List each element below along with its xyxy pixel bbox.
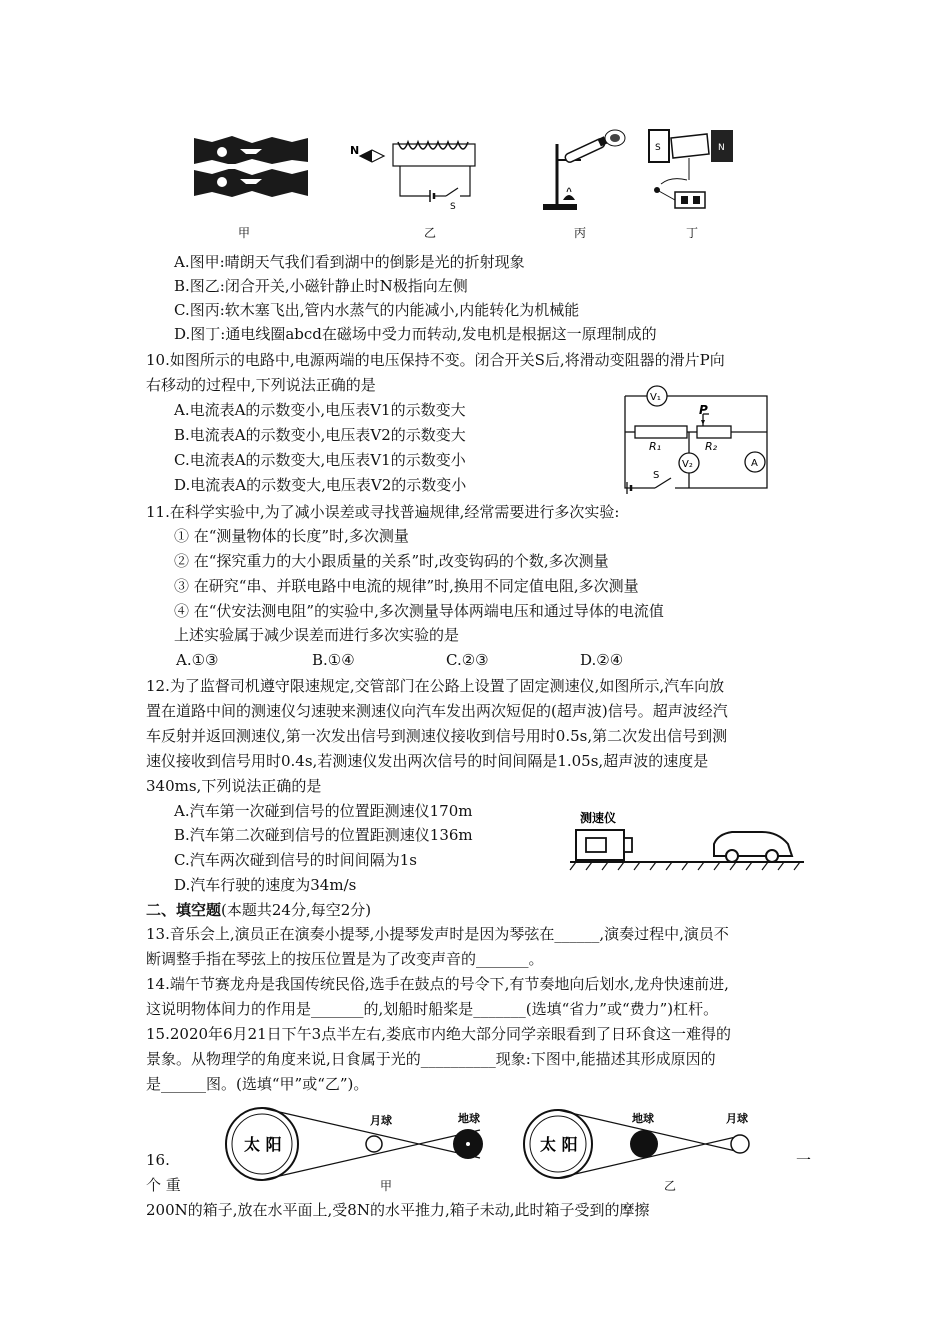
q16-prefix: 个 重 xyxy=(146,1176,181,1194)
figure-caption-jia: 甲 xyxy=(238,226,251,240)
q9-option-b: B.图乙:闭合开关,小磁针静止时N极指向左侧 xyxy=(174,277,468,295)
q15-line-2: 景象。从物理学的角度来说,日食属于光的__________现象:下图中,能描述其形成原因的 xyxy=(146,1050,716,1068)
q9-option-d: D.图丁:通电线圈abcd在磁场中受力而转动,发电机是根据这一原理制成的 xyxy=(174,325,657,343)
q11-option-d: D.②④ xyxy=(580,651,624,669)
svg-text:N: N xyxy=(718,143,725,153)
figure-ding-motor xyxy=(645,124,737,214)
eclipse-caption-yi: 乙 xyxy=(664,1179,677,1193)
q11-option-a: A.①③ xyxy=(176,651,219,669)
figure-caption-bing: 丙 xyxy=(574,226,587,240)
q10-circuit-diagram xyxy=(605,378,775,494)
q11-option-c: C.②③ xyxy=(446,651,489,669)
q11-item-4: ④ 在“伏安法测电阻”的实验中,多次测量导体两端电压和通过导体的电流值 xyxy=(174,602,664,620)
q12-line-2: 置在道路中间的测速仪匀速驶来测速仪向汽车发出两次短促的(超声波)信号。超声波经汽 xyxy=(146,702,728,720)
q13-line-1: 13.音乐会上,演员正在演奏小提琴,小提琴发声时是因为琴弦在______,演奏过程中,演员不 xyxy=(146,925,729,943)
figure-bing-steam xyxy=(541,124,631,214)
earth-label-jia: 地球 xyxy=(458,1112,480,1125)
r2-label: R₂ xyxy=(705,440,718,453)
q11-item-1: ① 在“测量物体的长度”时,多次测量 xyxy=(174,527,409,545)
figure-caption-yi: 乙 xyxy=(424,226,437,240)
sun-label-yi: 太 阳 xyxy=(540,1135,578,1154)
q16-number: 16. xyxy=(146,1151,170,1169)
r1-label: R₁ xyxy=(649,440,662,453)
moon-label-yi: 月球 xyxy=(726,1112,748,1125)
q11-item-2: ② 在“探究重力的大小跟质量的关系”时,改变钩码的个数,多次测量 xyxy=(174,552,609,570)
section-2-heading xyxy=(146,898,371,922)
q9-option-c: C.图丙:软木塞飞出,管内水蒸气的内能减小,内能转化为机械能 xyxy=(174,301,580,319)
q10-option-c: C.电流表A的示数变大,电压表V1的示数变小 xyxy=(174,451,466,469)
switch-label: S xyxy=(653,470,660,481)
q13-line-2: 断调整手指在琴弦上的按压位置是为了改变声音的_______。 xyxy=(146,950,544,968)
q12-line-1: 12.为了监督司机遵守限速规定,交管部门在公路上设置了固定测速仪,如图所示,汽车向放 xyxy=(146,677,725,695)
q11-item-3: ③ 在研究“串、并联电路中电流的规律”时,换用不同定值电阻,多次测量 xyxy=(174,577,639,595)
svg-text:S: S xyxy=(655,143,661,153)
q10-option-a: A.电流表A的示数变小,电压表V1的示数变大 xyxy=(174,401,466,419)
q15-line-1: 15.2020年6月21日下午3点半左右,娄底市内绝大部分同学亲眼看到了日环食这一难得的 xyxy=(146,1025,731,1043)
section-2-note: (本题共24分,每空2分) xyxy=(221,901,372,919)
q14-line-2: 这说明物体间力的作用是_______的,划船时船桨是_______(选填“省力”或“费力”)杠杆。 xyxy=(146,1000,719,1018)
figure-jia-reflection xyxy=(192,134,310,200)
section-2-title: 二、填空题 xyxy=(146,901,222,919)
q12-option-a: A.汽车第一次碰到信号的位置距测速仪170m xyxy=(174,802,473,820)
figure-yi-solenoid xyxy=(348,136,478,212)
eclipse-diagram-jia xyxy=(222,1100,502,1186)
q12-line-5: 340ms,下列说法正确的是 xyxy=(146,777,322,795)
q11-option-b: B.①④ xyxy=(312,651,355,669)
q12-line-3: 车反射并返回测速仪,第一次发出信号到测速仪接收到信号用时0.5s,第二次发出信号到测 xyxy=(146,727,728,745)
q10-option-d: D.电流表A的示数变大,电压表V2的示数变小 xyxy=(174,476,467,494)
q16-line: 200N的箱子,放在水平面上,受8N的水平推力,箱子未动,此时箱子受到的摩擦 xyxy=(146,1201,650,1219)
q12-line-4: 速仪接收到信号用时0.4s,若测速仪发出两次信号的时间间隔是1.05s,超声波的速度是 xyxy=(146,752,709,770)
q15-line-3: 是______图。(选填“甲”或“乙”)。 xyxy=(146,1075,369,1093)
eclipse-caption-jia: 甲 xyxy=(380,1179,393,1193)
earth-label-yi: 地球 xyxy=(632,1112,654,1125)
speed-camera-label: 测速仪 xyxy=(580,811,617,825)
eclipse-diagram-yi xyxy=(520,1100,770,1186)
q11-stem: 11.在科学实验中,为了减小误差或寻找普遍规律,经常需要进行多次实验: xyxy=(146,503,620,521)
figure-caption-ding: 丁 xyxy=(686,226,699,240)
q16-dash: 一 xyxy=(796,1151,812,1169)
q10-stem-1: 10.如图所示的电路中,电源两端的电压保持不变。闭合开关S后,将滑动变阻器的滑片P向 xyxy=(146,351,725,369)
q11-question: 上述实验属于减少误差而进行多次实验的是 xyxy=(174,626,460,644)
q12-speed-camera-figure xyxy=(566,808,806,876)
v2-label: V₂ xyxy=(682,459,693,470)
compass-n-label: N xyxy=(350,144,360,157)
q12-option-b: B.汽车第二次碰到信号的位置距测速仪136m xyxy=(174,826,473,844)
slider-p-label: P xyxy=(699,403,708,417)
q9-option-a: A.图甲:晴朗天气我们看到湖中的倒影是光的折射现象 xyxy=(174,253,525,271)
q14-line-1: 14.端午节赛龙舟是我国传统民俗,选手在鼓点的号令下,有节奏地向后划水,龙舟快速前进, xyxy=(146,975,729,993)
moon-label-jia: 月球 xyxy=(370,1114,392,1127)
q10-option-b: B.电流表A的示数变小,电压表V2的示数变大 xyxy=(174,426,466,444)
q12-option-d: D.汽车行驶的速度为34m/s xyxy=(174,876,357,894)
q12-option-c: C.汽车两次碰到信号的时间间隔为1s xyxy=(174,851,417,869)
ammeter-label: A xyxy=(751,458,758,469)
sun-label-jia: 太 阳 xyxy=(244,1135,282,1154)
v1-label: V₁ xyxy=(650,392,661,403)
switch-s-label: S xyxy=(450,202,456,212)
q10-stem-2: 右移动的过程中,下列说法正确的是 xyxy=(146,376,376,394)
